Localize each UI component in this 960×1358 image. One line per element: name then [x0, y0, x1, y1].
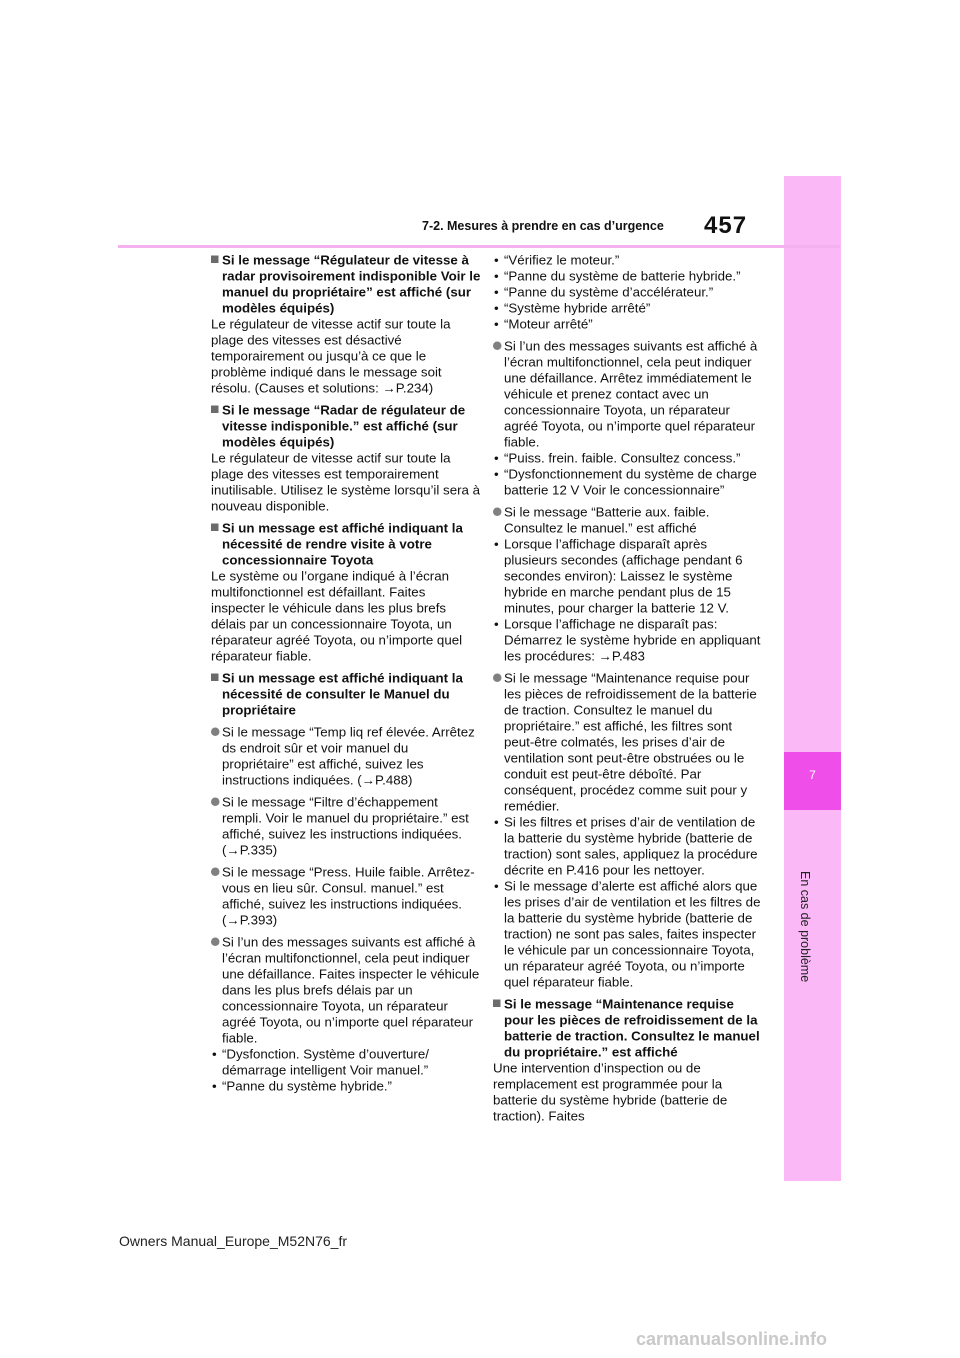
square-bullet-icon: [211, 406, 219, 414]
circle-item: [211, 934, 481, 1046]
circle-bullet-icon: [211, 938, 220, 947]
right-column: [493, 252, 763, 1124]
item-text: Si l’un des messages suivants est affiché à l’écran multifonctionnel, cela peut indiquer une défaillance. Arrêtez immédiatement le véhicule et prenez contact avec un concessionnaire Toyota, un réparateur agréé Toyota, ou n’importe quel réparateur fiable.: [504, 338, 758, 450]
circle-bullet-icon: [493, 508, 502, 517]
side-tab: [784, 176, 841, 1181]
circle-bullet-icon: [211, 798, 220, 807]
chapter-label: En cas de problème: [798, 871, 812, 983]
square-bullet-icon: [211, 256, 219, 264]
square-bullet-icon: [493, 1000, 501, 1008]
circle-bullet-icon: [211, 728, 220, 737]
circle-item: [211, 794, 481, 858]
item-text: Si le message “Batterie aux. faible. Consultez le manuel.” est affiché: [504, 504, 710, 536]
paragraph: Le régulateur de vitesse actif sur toute la plage des vitesses est temporairement inutilisable. Utilisez le système lorsqu’il sera à nouveau disponible.: [211, 450, 480, 514]
page-number: 457: [704, 212, 748, 239]
circle-bullet-icon: [493, 342, 502, 351]
bullet-item: • “Panne du système hybride.”: [211, 1078, 481, 1094]
bullet-item: • “Vérifiez le moteur.”: [493, 252, 763, 268]
circle-item: [211, 864, 481, 928]
section-title: 7-2. Mesures à prendre en cas d’urgence: [422, 219, 664, 233]
item-text: Si le message “Filtre d’échappement rempli. Voir le manuel du propriétaire.” est affiché, suivez les instructions indiquées. (→P.335): [222, 794, 469, 858]
bullet-item: • “Moteur arrêté”: [493, 316, 763, 332]
heading: [211, 252, 481, 316]
bullet-item: • Lorsque l’affichage ne disparaît pas: Démarrez le système hybride en appliquant les procédures: →P.483: [493, 616, 763, 664]
heading: [493, 996, 763, 1060]
bullet-item: • Si le message d’alerte est affiché alors que les prises d’air de ventilation et les filtres de la batterie du système hybride (batterie de traction) ne sont pas sales, faites inspecter le véhicule par un concessionnaire Toyota, un réparateur agréé Toyota, ou n’importe quel réparateur fiable.: [493, 878, 763, 990]
heading-text: Si un message est affiché indiquant la nécessité de consulter le Manuel du propriétaire: [222, 670, 463, 718]
bullet-item: • “Système hybride arrêté”: [493, 300, 763, 316]
footer-text: Owners Manual_Europe_M52N76_fr: [119, 1233, 348, 1249]
heading-text: Si le message “Maintenance requise pour les pièces de refroidissement de la batterie de traction. Consultez le manuel du propriétaire.” est affiché: [504, 996, 760, 1060]
circle-bullet-icon: [493, 674, 502, 683]
bullet-item: • “Panne du système de batterie hybride.”: [493, 268, 763, 284]
heading: [211, 402, 481, 450]
header-rule: [118, 245, 840, 248]
circle-item: [493, 504, 763, 536]
heading: [211, 670, 481, 718]
circle-bullet-icon: [211, 868, 220, 877]
circle-item: [493, 670, 763, 814]
paragraph: Le système ou l’organe indiqué à l’écran multifonctionnel est défaillant. Faites inspecter le véhicule dans les plus brefs délais par un concessionnaire Toyota, un réparateur agréé Toyota, ou n’importe quel réparateur fiable.: [211, 568, 463, 664]
square-bullet-icon: [211, 674, 219, 682]
chapter-number: 7: [809, 768, 816, 782]
left-column: [211, 252, 481, 1094]
bullet-item: • Lorsque l’affichage disparaît après plusieurs secondes (affichage pendant 6 secondes environ): Laissez le système hybride en marche pendant plus de 15 minutes, pour charger la batterie 12 V.: [493, 536, 763, 616]
heading: [211, 520, 481, 568]
circle-item: [493, 338, 763, 450]
bullet-item: • “Dysfonctionnement du système de charge batterie 12 V Voir le concessionnaire”: [493, 466, 763, 498]
heading-text: Si un message est affiché indiquant la nécessité de rendre visite à votre concessionnaire Toyota: [222, 520, 463, 568]
watermark: carmanualsonline.info: [636, 1329, 828, 1349]
item-text: Si le message “Temp liq ref élevée. Arrêtez ds endroit sûr et voir manuel du propriétaire” est affiché, suivez les instructions indiquées. (→P.488): [222, 724, 475, 788]
bullet-item: • “Dysfonction. Système d’ouverture/ démarrage intelligent Voir manuel.”: [211, 1046, 481, 1078]
circle-item: [211, 724, 481, 788]
item-text: Si l’un des messages suivants est affiché à l’écran multifonctionnel, cela peut indiquer une défaillance. Faites inspecter le véhicule dans les plus brefs délais par un concessionnaire Toyota, un réparateur agréé Toyota, ou n’importe quel réparateur fiable.: [222, 934, 480, 1046]
item-text: Si le message “Press. Huile faible. Arrêtez-vous en lieu sûr. Consul. manuel.” est affiché, suivez les instructions indiquées. (→P.393): [222, 864, 475, 928]
item-text: Si le message “Maintenance requise pour les pièces de refroidissement de la batterie de traction. Consultez le manuel du propriétaire.” est affiché, les filtres sont peut-être colmatés, les prises d’air de ventilation sont peut-être obstruées ou le conduit est peut-être déboîté. Par conséquent, procédez comme suit pour y remédier.: [504, 670, 757, 814]
heading-text: Si le message “Radar de régulateur de vitesse indisponible.” est affiché (sur modèles équipés): [222, 402, 466, 450]
paragraph: Une intervention d’inspection ou de remplacement est programmée pour la batterie du système hybride (batterie de traction). Faites: [493, 1060, 728, 1124]
bullet-item: • “Puiss. frein. faible. Consultez concess.”: [493, 450, 763, 466]
square-bullet-icon: [211, 524, 219, 532]
paragraph: Le régulateur de vitesse actif sur toute la plage des vitesses est désactivé temporairement ou jusqu’à ce que le problème indiqué dans le message soit résolu. (Causes et solutions: →P.234): [211, 316, 451, 396]
bullet-item: • “Panne du système d’accélérateur.”: [493, 284, 763, 300]
bullet-item: • Si les filtres et prises d’air de ventilation de la batterie du système hybride (batterie de traction) sont sales, appliquez la procédure décrite en P.416 pour les nettoyer.: [493, 814, 763, 878]
heading-text: Si le message “Régulateur de vitesse à radar provisoirement indisponible Voir le manuel du propriétaire” est affiché (sur modèles équipés): [222, 252, 481, 316]
